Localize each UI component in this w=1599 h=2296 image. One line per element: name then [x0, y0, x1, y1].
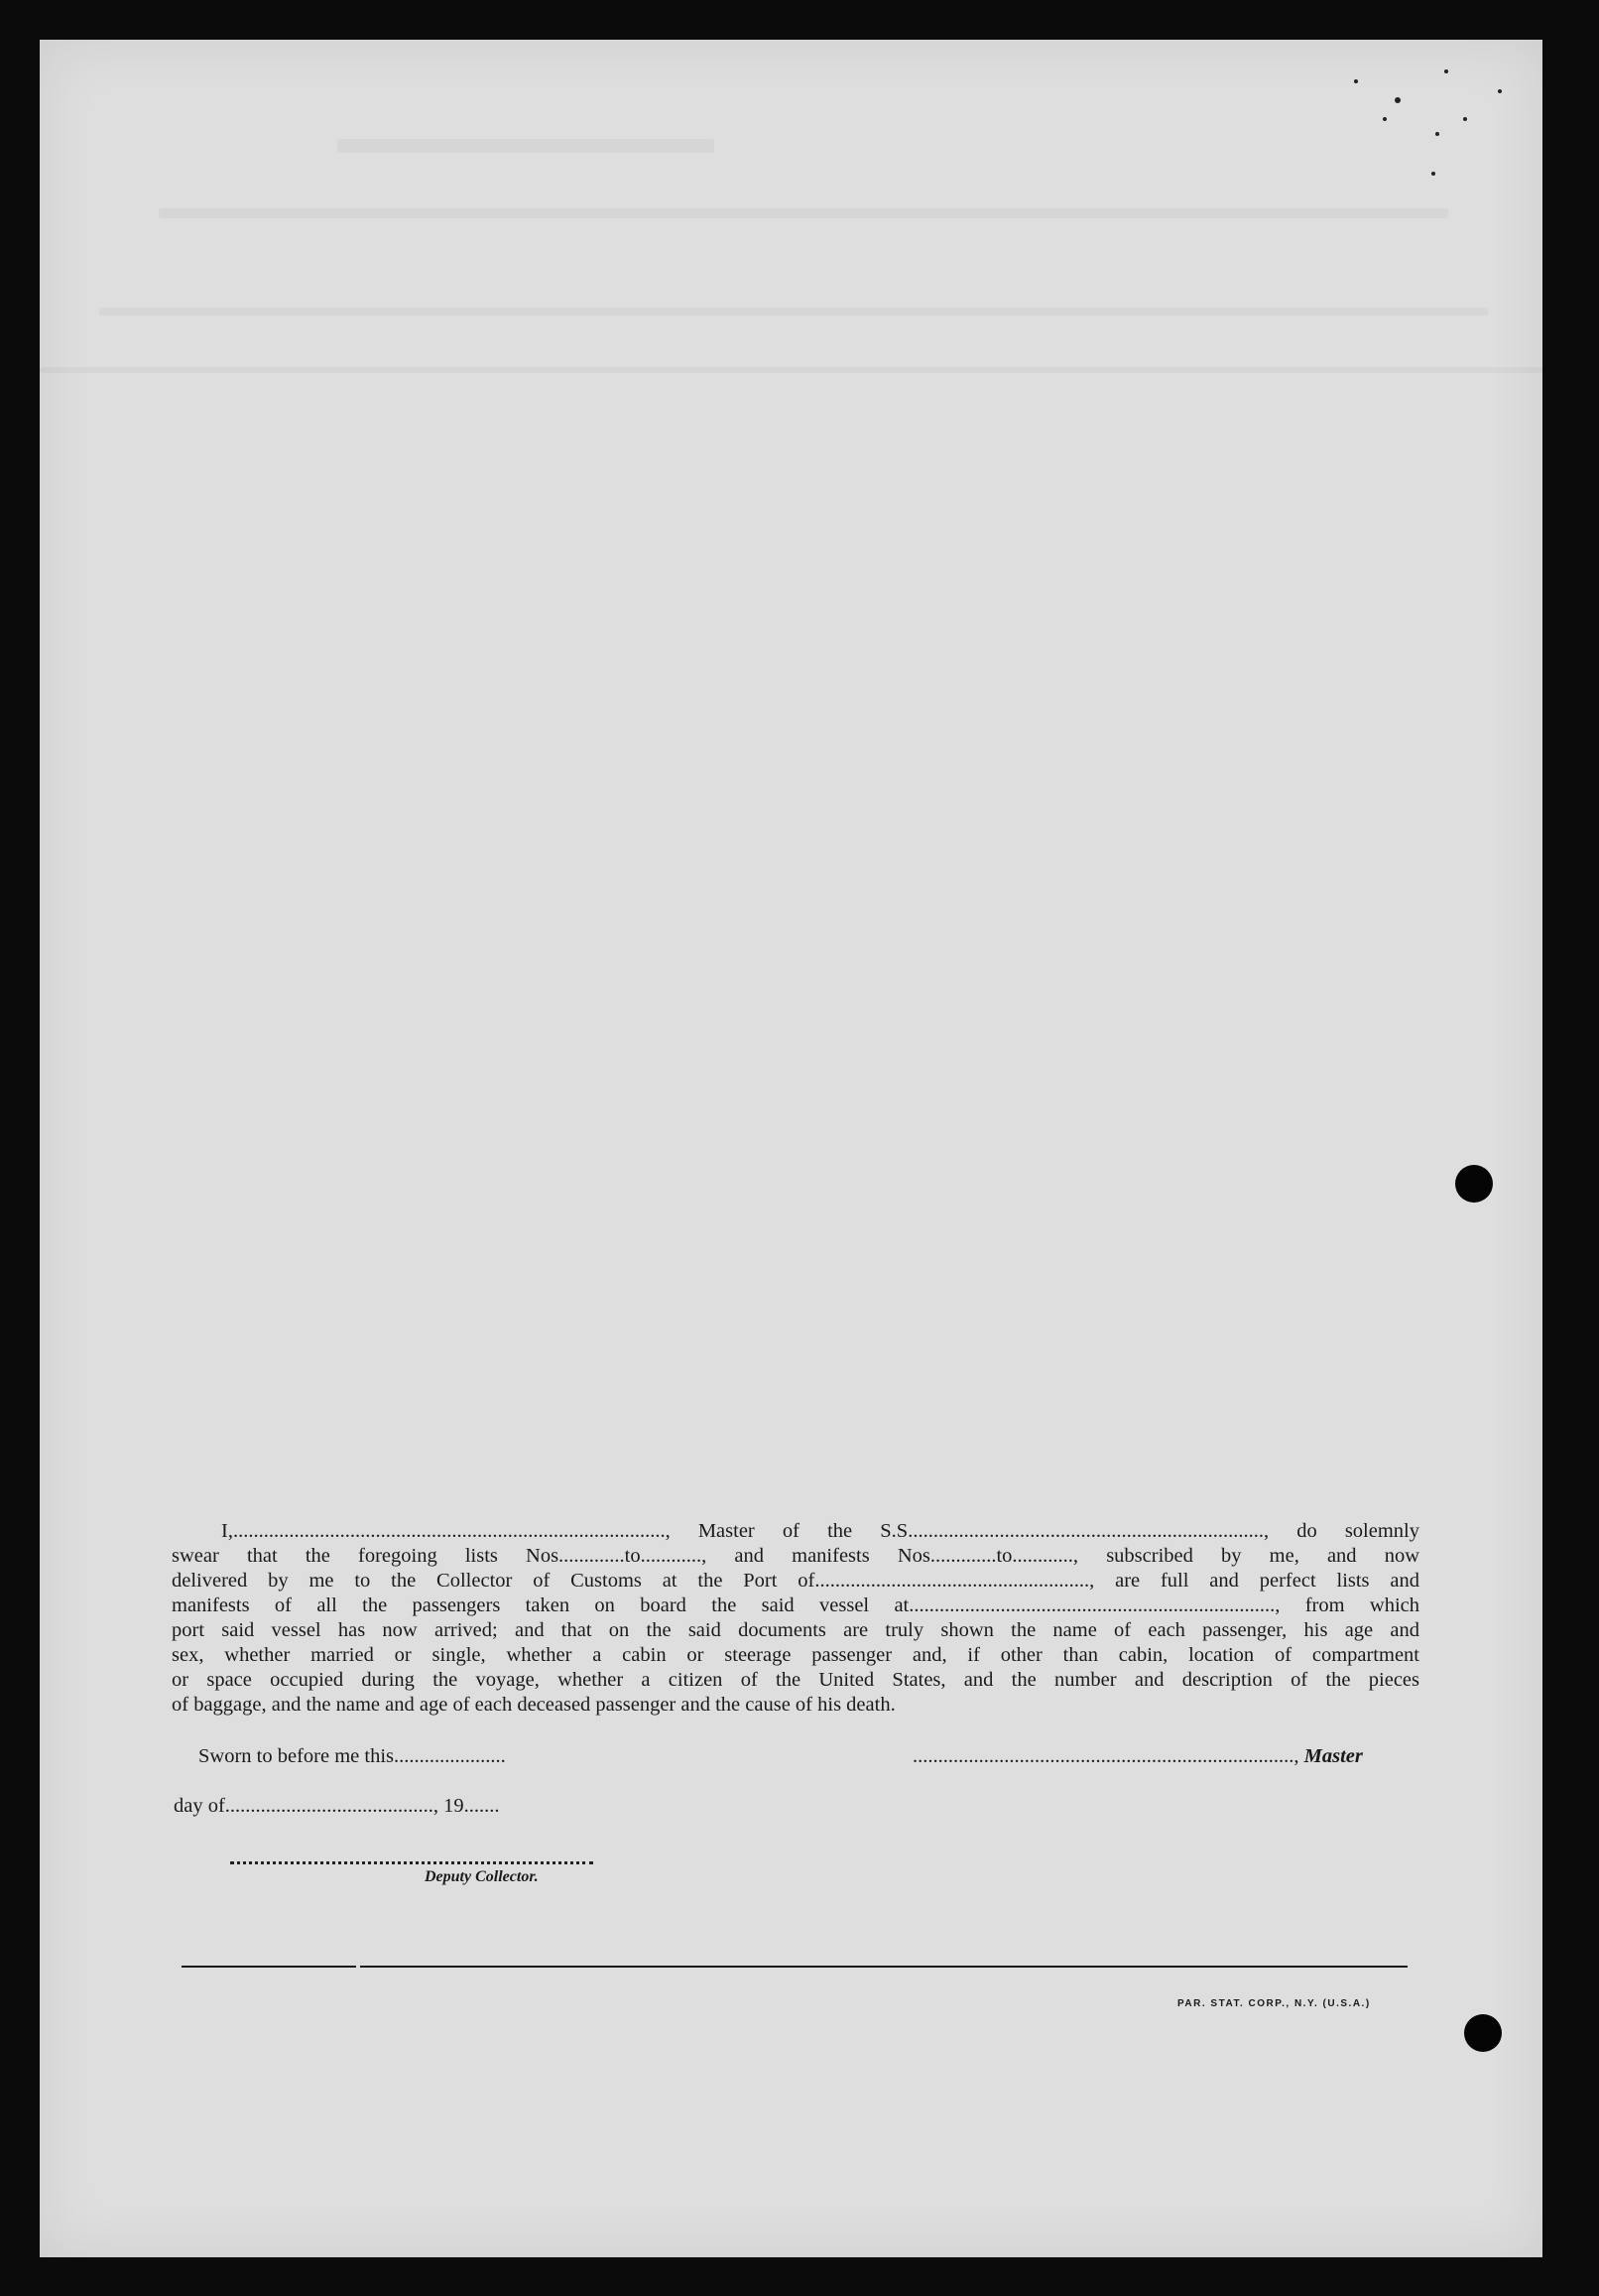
speck-mark — [1395, 97, 1401, 103]
master-signature-line — [913, 1745, 1363, 1768]
oath-line: I,....................................................................................., Master of the S.S......................................................................, do solemnly — [221, 1520, 1419, 1542]
bleed-through-mark — [40, 367, 1542, 373]
oath-line: delivered by me to the Collector of Customs at the Port of......................................................, are full and perfect lists and — [172, 1570, 1419, 1592]
oath-line: or space occupied during the voyage, whether a citizen of the United States, and the number and description of the pieces — [172, 1669, 1419, 1691]
deputy-signature-line — [230, 1861, 593, 1864]
speck-mark — [1435, 132, 1439, 136]
oath-line: manifests of all the passengers taken on board the said vessel at........................................................................, from which — [172, 1594, 1419, 1616]
speck-mark — [1498, 89, 1502, 93]
day-line — [174, 1795, 500, 1818]
speck-mark — [1463, 117, 1467, 121]
day-text: day of........................................., 19....... — [174, 1795, 500, 1817]
sworn-line — [198, 1745, 506, 1768]
bottom-rule — [360, 1966, 1408, 1968]
printer-imprint: PAR. STAT. CORP., N.Y. (U.S.A.) — [1177, 1998, 1371, 2009]
master-dots: ..........................................................................., — [913, 1745, 1299, 1767]
speck-mark — [1444, 69, 1448, 73]
oath-line: sex, whether married or single, whether a cabin or steerage passenger and, if other than cabin, location of compartment — [172, 1644, 1419, 1666]
deputy-collector-label: Deputy Collector. — [425, 1868, 539, 1885]
speck-mark — [1383, 117, 1387, 121]
sworn-text: Sworn to before me this...................... — [198, 1745, 506, 1767]
oath-paragraph — [172, 1519, 1419, 1718]
oath-line: swear that the foregoing lists Nos.............to............, and manifests Nos.............to............, subscribed by me, and now — [172, 1545, 1419, 1567]
oath-line: port said vessel has now arrived; and that on the said documents are truly shown the name of each passenger, his age and — [172, 1619, 1419, 1641]
bleed-through-mark — [159, 208, 1448, 218]
bleed-through-mark — [99, 308, 1488, 316]
bleed-through-mark — [337, 139, 714, 153]
bottom-rule — [182, 1966, 356, 1968]
speck-mark — [1431, 172, 1435, 176]
document-page — [40, 40, 1542, 2257]
oath-line: of baggage, and the name and age of each deceased passenger and the cause of his death. — [172, 1694, 896, 1716]
punch-hole — [1464, 2014, 1502, 2052]
master-label: Master — [1303, 1745, 1363, 1767]
punch-hole — [1455, 1165, 1493, 1203]
speck-mark — [1354, 79, 1358, 83]
